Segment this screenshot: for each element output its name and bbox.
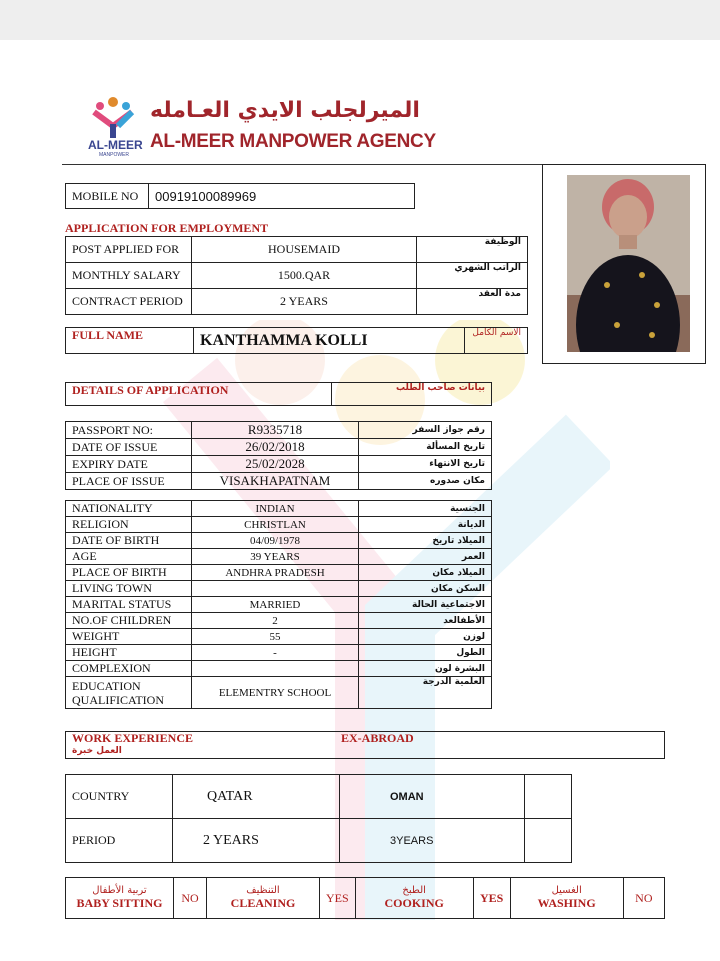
personal-value: INDIAN (192, 501, 359, 517)
period-label: PERIOD (66, 819, 173, 863)
application-row (66, 263, 528, 289)
personal-arabic: الأطفالعد (359, 613, 492, 629)
period-3 (525, 819, 572, 863)
skills-table (65, 877, 665, 919)
full-name-arabic: الاسم الكامل (465, 328, 528, 354)
personal-table (65, 500, 492, 709)
personal-arabic: الميلاد تاريخ (359, 533, 492, 549)
personal-value: 2 (192, 613, 359, 629)
passport-arabic: رقم جواز السفر (359, 422, 492, 439)
personal-row (66, 517, 492, 533)
personal-row (66, 549, 492, 565)
skill-cleaning-arabic: التنظيف (246, 885, 280, 896)
application-label: CONTRACT PERIOD (66, 289, 192, 315)
personal-arabic: العمر (359, 549, 492, 565)
personal-label: HEIGHT (66, 645, 192, 661)
personal-arabic: الميلاد مكان (359, 565, 492, 581)
personal-row (66, 533, 492, 549)
passport-row (66, 439, 492, 456)
work-experience-title-table (65, 731, 665, 759)
work-experience-title: WORK EXPERIENCE (72, 731, 194, 745)
mobile-label: MOBILE NO (66, 184, 149, 209)
company-name-english: AL-MEER MANPOWER AGENCY (150, 131, 436, 152)
personal-label: RELIGION (66, 517, 192, 533)
application-table (65, 236, 528, 315)
full-name-label: FULL NAME (66, 328, 194, 354)
personal-row (66, 661, 492, 677)
skill-washing (510, 878, 623, 919)
skill-washing-value: NO (623, 878, 664, 919)
logo-brand-subtext: MANPOWER (99, 152, 129, 158)
application-arabic: الوظيفة (417, 237, 528, 263)
personal-value (192, 661, 359, 677)
work-experience-table (65, 774, 572, 863)
passport-value: R9335718 (192, 422, 359, 439)
work-experience-arabic: العمل خبرة (72, 746, 122, 756)
personal-label: AGE (66, 549, 192, 565)
details-title: DETAILS OF APPLICATION (66, 383, 332, 406)
country-label: COUNTRY (66, 775, 173, 819)
company-logo-icon (88, 96, 138, 140)
skill-cooking-label: COOKING (384, 896, 444, 910)
skill-cleaning-value: YES (320, 878, 356, 919)
personal-arabic: الديانة (359, 517, 492, 533)
personal-arabic: البشرة لون (359, 661, 492, 677)
passport-label: PLACE OF ISSUE (66, 473, 192, 490)
personal-value: ANDHRA PRADESH (192, 565, 359, 581)
skill-washing-label: WASHING (537, 896, 596, 910)
personal-label: DATE OF BIRTH (66, 533, 192, 549)
personal-label: COMPLEXION (66, 661, 192, 677)
skill-baby-sitting-label: BABY SITTING (76, 896, 163, 910)
details-arabic: بيانات صاحب الطلب (331, 383, 491, 406)
application-arabic: الراتب الشهري (417, 263, 528, 289)
application-value: 2 YEARS (192, 289, 417, 315)
country-1: QATAR (173, 775, 340, 819)
personal-row (66, 501, 492, 517)
full-name-table (65, 327, 528, 354)
personal-value: - (192, 645, 359, 661)
personal-row (66, 581, 492, 597)
education-label-line1: EDUCATION (72, 678, 141, 693)
education-row (66, 677, 492, 709)
skill-cooking (355, 878, 473, 919)
mobile-value: 00919100089969 (149, 184, 415, 209)
passport-arabic: تاريخ الانتهاء (359, 456, 492, 473)
skill-baby-sitting-value: NO (174, 878, 207, 919)
skill-cleaning-label: CLEANING (230, 896, 296, 910)
passport-arabic: تاريخ المسألة (359, 439, 492, 456)
passport-table (65, 421, 492, 490)
passport-label: PASSPORT NO: (66, 422, 192, 439)
viewer-top-bar (0, 0, 720, 40)
passport-row (66, 456, 492, 473)
period-2: 3YEARS (340, 819, 525, 863)
details-title-table (65, 382, 492, 406)
personal-arabic: الطول (359, 645, 492, 661)
full-name-value: KANTHAMMA KOLLI (194, 328, 465, 354)
passport-arabic: مكان صدوره (359, 473, 492, 490)
passport-label: EXPIRY DATE (66, 456, 192, 473)
skill-washing-arabic: الغسيل (551, 885, 582, 896)
personal-label: NO.OF CHILDREN (66, 613, 192, 629)
personal-value: 04/09/1978 (192, 533, 359, 549)
application-row (66, 289, 528, 315)
personal-label: LIVING TOWN (66, 581, 192, 597)
passport-row (66, 422, 492, 439)
application-label: MONTHLY SALARY (66, 263, 192, 289)
skill-baby-sitting-arabic: تربية الأطفال (92, 885, 147, 896)
skill-baby-sitting (66, 878, 174, 919)
personal-value: CHRISTLAN (192, 517, 359, 533)
personal-row (66, 629, 492, 645)
passport-row (66, 473, 492, 490)
ex-abroad-label: EX-ABROAD (341, 731, 414, 745)
education-label-line2: QUALIFICATION (72, 692, 164, 707)
application-label: POST APPLIED FOR (66, 237, 192, 263)
personal-arabic: السكن مكان (359, 581, 492, 597)
application-value: HOUSEMAID (192, 237, 417, 263)
logo-brand-text: AL-MEER (88, 138, 143, 152)
company-name-arabic: الميرلجلب الايدي العـامله (150, 98, 420, 123)
application-value: 1500.QAR (192, 263, 417, 289)
personal-value (192, 581, 359, 597)
applicant-photo (567, 175, 690, 352)
application-arabic: مدة العقد (417, 289, 528, 315)
country-2: OMAN (340, 775, 525, 819)
passport-value: 25/02/2028 (192, 456, 359, 473)
passport-value: VISAKHAPATNAM (192, 473, 359, 490)
application-title: APPLICATION FOR EMPLOYMENT (65, 221, 269, 235)
personal-arabic: الاجتماعية الحالة (359, 597, 492, 613)
personal-label: WEIGHT (66, 629, 192, 645)
skill-cleaning (207, 878, 320, 919)
personal-label: NATIONALITY (66, 501, 192, 517)
personal-row (66, 613, 492, 629)
passport-label: DATE OF ISSUE (66, 439, 192, 456)
personal-arabic: لوزن (359, 629, 492, 645)
personal-value: 39 YEARS (192, 549, 359, 565)
education-value: ELEMENTRY SCHOOL (192, 677, 359, 709)
education-arabic: العلمية الدرجة (359, 677, 492, 709)
personal-row (66, 597, 492, 613)
mobile-table (65, 183, 415, 209)
personal-row (66, 565, 492, 581)
passport-value: 26/02/2018 (192, 439, 359, 456)
personal-label: MARITAL STATUS (66, 597, 192, 613)
personal-label: PLACE OF BIRTH (66, 565, 192, 581)
application-row (66, 237, 528, 263)
personal-row (66, 645, 492, 661)
country-3 (525, 775, 572, 819)
skill-cooking-value: YES (473, 878, 510, 919)
skill-cooking-arabic: الطبخ (402, 885, 426, 896)
personal-value: 55 (192, 629, 359, 645)
personal-arabic: الجنسية (359, 501, 492, 517)
personal-value: MARRIED (192, 597, 359, 613)
period-1: 2 YEARS (173, 819, 340, 863)
